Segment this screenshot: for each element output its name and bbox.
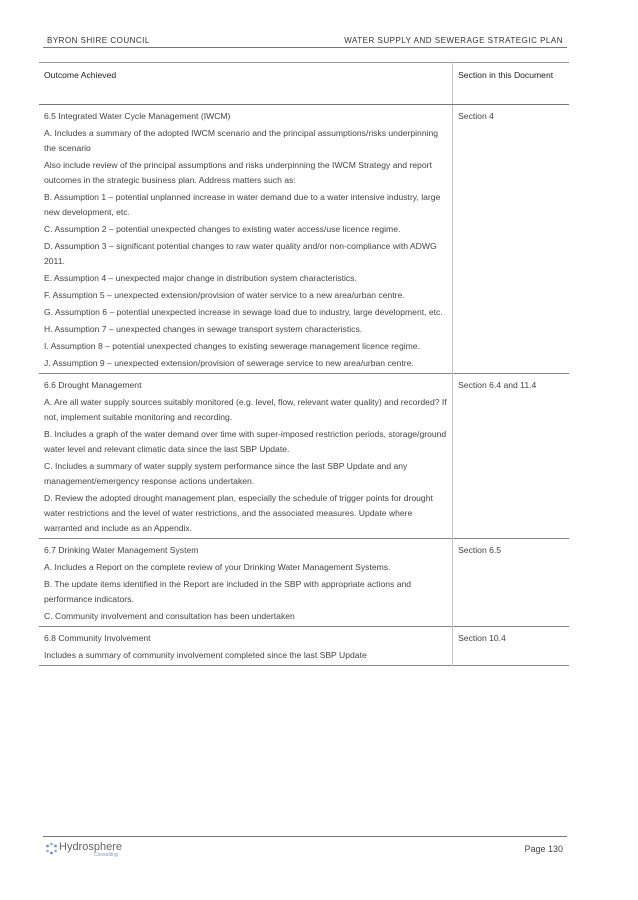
outcome-cell [39,539,453,627]
outcome-item: I. Assumption 8 – potential unexpected changes to existing sewerage management licence regime. [44,341,420,351]
outcome-title: 6.5 Integrated Water Cycle Management (IWCM) [44,111,231,121]
col-header-section: Section in this Document [453,63,569,105]
outcome-item: G. Assumption 6 – potential unexpected increase in sewage load due to industry, large development, etc. [44,307,443,317]
header-divider [43,47,567,48]
section-cell: Section 6.4 and 11.4 [458,380,537,390]
table-row [39,105,569,374]
outcome-item: B. Assumption 1 – potential unplanned increase in water demand due to a water intensive industry, large new development, etc. [44,192,441,217]
outcome-item: D. Review the adopted drought management plan, especially the schedule of trigger points for drought water restrictions and the level of water restrictions, and the associated measures. Update where warranted and include as an Appendix. [44,493,433,533]
page-number: Page 130 [524,844,563,854]
hydrosphere-logo [45,840,135,860]
outcome-item: C. Community involvement and consultation has been undertaken [44,611,295,621]
outcome-title: 6.8 Community Involvement [44,633,151,643]
outcome-cell [39,374,453,539]
outcome-item: B. Includes a graph of the water demand over time with super-imposed restriction periods, storage/ground water level and relevant climatic data since the last SBP Update. [44,429,447,454]
table-row [39,627,569,666]
outcome-item: A. Are all water supply sources suitably monitored (e.g. level, flow, relevant water quality) and recorded? If not, implement suitable monitoring and recording. [44,397,447,422]
outcome-item: A. Includes a Report on the complete review of your Drinking Water Management Systems. [44,562,391,572]
table-row [39,539,569,627]
section-cell: Section 6.5 [458,545,502,555]
outcome-title: 6.6 Drought Management [44,380,142,390]
header-document-title: WATER SUPPLY AND SEWERAGE STRATEGIC PLAN [344,36,563,45]
outcome-item: Includes a summary of community involvement completed since the last SBP Update [44,650,367,660]
outcome-item: C. Assumption 2 – potential unexpected changes to existing water access/use licence regime. [44,224,401,234]
outcome-title: 6.7 Drinking Water Management System [44,545,199,555]
logo-subtitle: Consulting [94,852,118,858]
outcome-cell [39,105,453,374]
footer-divider [43,836,567,837]
table-row [39,374,569,539]
section-cell: Section 4 [458,111,494,121]
outcome-item: J. Assumption 9 – unexpected extension/provision of sewerage service to new area/urban centre. [44,358,414,368]
outcome-item: B. The update items identified in the Report are included in the SBP with appropriate actions and performance indicators. [44,579,412,604]
outcome-item: C. Includes a summary of water supply system performance since the last SBP Update and any management/emergency response actions undertaken. [44,461,408,486]
outcomes-table [39,62,569,666]
outcome-item: H. Assumption 7 – unexpected changes in sewage transport system characteristics. [44,324,363,334]
header-organisation: BYRON SHIRE COUNCIL [47,36,150,45]
outcome-item: A. Includes a summary of the adopted IWCM scenario and the principal assumptions/risks underpinning the scenario [44,128,439,153]
col-header-outcome: Outcome Achieved [39,63,453,105]
outcome-item: F. Assumption 5 – unexpected extension/provision of water service to a new area/urban centre. [44,290,405,300]
outcome-cell [39,627,453,666]
section-cell: Section 10.4 [458,633,506,643]
table-header-row [39,63,569,105]
hydrosphere-logo-icon [45,842,58,855]
outcome-item: D. Assumption 3 – significant potential changes to raw water quality and/or non-compliance with ADWG 2011. [44,241,437,266]
outcome-item: E. Assumption 4 – unexpected major change in distribution system characteristics. [44,273,357,283]
outcome-item: Also include review of the principal assumptions and risks underpinning the IWCM Strategy and report outcomes in the strategic business plan. Address matters such as: [44,160,432,185]
logo-name: Hydrosphere [59,841,122,853]
